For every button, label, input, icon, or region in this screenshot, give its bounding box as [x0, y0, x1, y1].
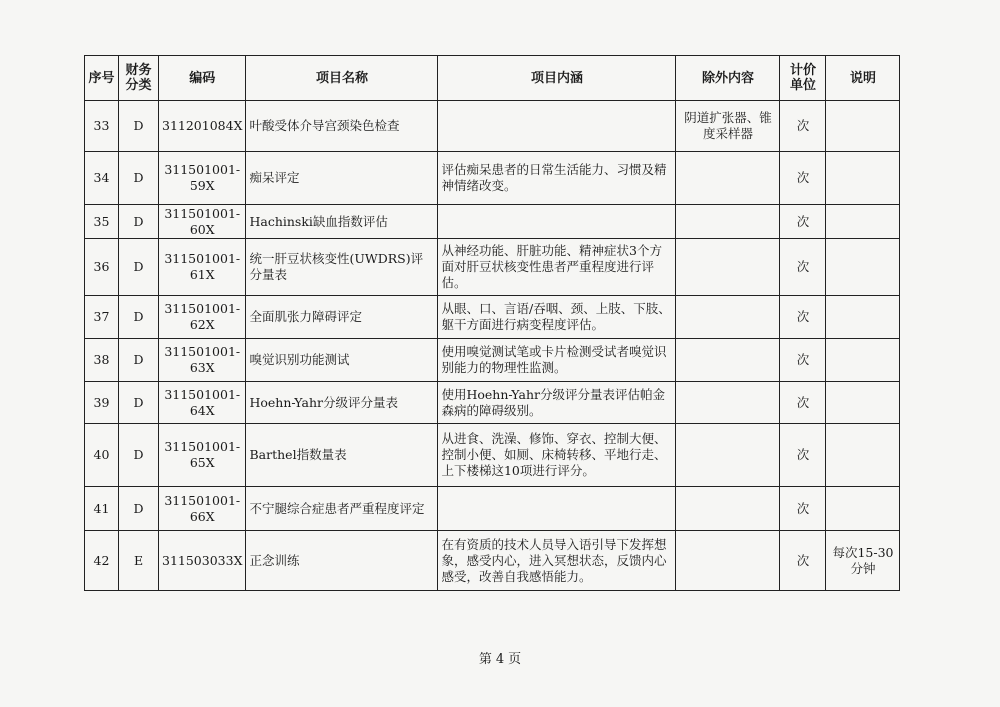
table-row [85, 424, 900, 487]
cell-unit: 次 [780, 296, 826, 339]
cell-finance-category: D [119, 152, 159, 205]
cell-code [159, 101, 246, 152]
cell-exclusions [676, 531, 780, 591]
table-row [85, 152, 900, 205]
header-pricing-unit [780, 56, 826, 101]
cell-item-name: 正念训练 [246, 531, 438, 591]
header-finance-line2: 分类 [125, 78, 152, 93]
cell-finance-category: D [119, 487, 159, 531]
code-line: 63X [189, 360, 215, 375]
page-footer [0, 648, 1000, 667]
cell-finance-category: D [119, 239, 159, 296]
footer-page-number: 4 [495, 652, 505, 667]
cell-note [826, 239, 900, 296]
cell-exclusions [676, 382, 780, 424]
code-line: 60X [189, 221, 215, 237]
fee-items-table [84, 55, 900, 591]
table-row [85, 205, 900, 239]
cell-note [826, 382, 900, 424]
cell-item-name: 不宁腿综合症患者严重程度评定 [246, 487, 438, 531]
cell-note [826, 205, 900, 239]
cell-code [159, 239, 246, 296]
code-line: 311501001- [164, 492, 241, 508]
cell-item-name: Hachinski缺血指数评估 [246, 205, 438, 239]
cell-finance-category: E [119, 531, 159, 591]
cell-note [826, 487, 900, 531]
cell-item-name: Barthel指数量表 [246, 424, 438, 487]
code-line: 311201084X [162, 118, 243, 133]
code-line: 59X [189, 178, 215, 193]
cell-code [159, 382, 246, 424]
cell-unit: 次 [780, 531, 826, 591]
cell-exclusions: 阴道扩张器、锥度采样器 [676, 101, 780, 152]
cell-no: 37 [85, 296, 119, 339]
cell-item-name: 全面肌张力障碍评定 [246, 296, 438, 339]
cell-item-content: 从眼、口、言语/吞咽、颈、上肢、下肢、躯干方面进行病变程度评估。 [438, 296, 676, 339]
table-row [85, 239, 900, 296]
header-finance-category [119, 56, 159, 101]
header-item-content: 项目内涵 [438, 56, 676, 101]
cell-note [826, 296, 900, 339]
cell-item-name: 统一肝豆状核变性(UWDRS)评分量表 [246, 239, 438, 296]
header-unit-line1: 计价 [789, 63, 816, 78]
header-exclusions: 除外内容 [676, 56, 780, 101]
cell-exclusions [676, 339, 780, 382]
code-line: 311501001- [164, 205, 241, 221]
cell-item-content: 使用嗅觉测试笔或卡片检测受试者嗅觉识别能力的物理性监测。 [438, 339, 676, 382]
cell-finance-category: D [119, 424, 159, 487]
cell-code [159, 296, 246, 339]
cell-finance-category: D [119, 339, 159, 382]
table-row [85, 382, 900, 424]
cell-exclusions [676, 424, 780, 487]
cell-exclusions [676, 152, 780, 205]
cell-exclusions [676, 296, 780, 339]
cell-code [159, 487, 246, 531]
header-note: 说明 [826, 56, 900, 101]
cell-item-name: 痴呆评定 [246, 152, 438, 205]
code-line: 61X [189, 267, 215, 282]
cell-no: 39 [85, 382, 119, 424]
table-row [85, 101, 900, 152]
cell-code [159, 339, 246, 382]
table-row [85, 296, 900, 339]
cell-no: 40 [85, 424, 119, 487]
code-line: 311501001- [164, 301, 241, 316]
code-line: 311501001- [164, 386, 241, 402]
cell-unit: 次 [780, 339, 826, 382]
code-line: 311501001- [164, 439, 241, 454]
cell-exclusions [676, 239, 780, 296]
cell-no: 41 [85, 487, 119, 531]
cell-finance-category: D [119, 382, 159, 424]
code-line: 311501001- [164, 344, 241, 359]
header-code: 编码 [159, 56, 246, 101]
code-line: 66X [189, 508, 215, 524]
cell-no: 38 [85, 339, 119, 382]
table-row [85, 487, 900, 531]
cell-unit: 次 [780, 382, 826, 424]
cell-unit: 次 [780, 101, 826, 152]
cell-item-content [438, 205, 676, 239]
code-line: 64X [189, 402, 215, 418]
table-row [85, 339, 900, 382]
code-line: 311503033X [162, 552, 243, 568]
cell-finance-category: D [119, 101, 159, 152]
code-line: 65X [189, 455, 215, 470]
cell-no: 34 [85, 152, 119, 205]
cell-item-content [438, 101, 676, 152]
cell-note [826, 152, 900, 205]
footer-suffix: 页 [508, 652, 522, 667]
header-finance-line1: 财务 [125, 63, 152, 78]
cell-code [159, 205, 246, 239]
cell-item-name: 嗅觉识别功能测试 [246, 339, 438, 382]
table-header-row [85, 56, 900, 101]
cell-note [826, 101, 900, 152]
cell-finance-category: D [119, 296, 159, 339]
code-line: 62X [189, 317, 215, 332]
cell-item-name: 叶酸受体介导宫颈染色检查 [246, 101, 438, 152]
cell-finance-category: D [119, 205, 159, 239]
cell-code [159, 152, 246, 205]
cell-no: 42 [85, 531, 119, 591]
cell-code [159, 531, 246, 591]
cell-unit: 次 [780, 205, 826, 239]
footer-prefix: 第 [478, 652, 492, 667]
cell-unit: 次 [780, 487, 826, 531]
cell-item-content [438, 487, 676, 531]
cell-code [159, 424, 246, 487]
cell-no: 33 [85, 101, 119, 152]
cell-item-content: 评估痴呆患者的日常生活能力、习惯及精神情绪改变。 [438, 152, 676, 205]
code-line: 311501001- [164, 251, 241, 266]
cell-note [826, 424, 900, 487]
table-row [85, 531, 900, 591]
cell-unit: 次 [780, 239, 826, 296]
cell-note [826, 339, 900, 382]
cell-item-content: 从进食、洗澡、修饰、穿衣、控制大便、控制小便、如厕、床椅转移、平地行走、上下楼梯这10项进行评分。 [438, 424, 676, 487]
cell-item-content: 使用Hoehn-Yahr分级评分量表评估帕金森病的障碍级别。 [438, 382, 676, 424]
cell-exclusions [676, 487, 780, 531]
cell-unit: 次 [780, 152, 826, 205]
cell-no: 35 [85, 205, 119, 239]
header-item-name: 项目名称 [246, 56, 438, 101]
cell-item-name: Hoehn-Yahr分级评分量表 [246, 382, 438, 424]
cell-no: 36 [85, 239, 119, 296]
header-no: 序号 [85, 56, 119, 101]
cell-unit: 次 [780, 424, 826, 487]
header-unit-line2: 单位 [789, 78, 816, 93]
cell-item-content: 在有资质的技术人员导入语引导下发挥想象，感受内心，进入冥想状态，反馈内心感受，改善自我感悟能力。 [438, 531, 676, 591]
cell-note: 每次15-30分钟 [826, 531, 900, 591]
code-line: 311501001- [164, 162, 241, 177]
cell-item-content: 从神经功能、肝脏功能、精神症状3个方面对肝豆状核变性患者严重程度进行评估。 [438, 239, 676, 296]
cell-exclusions [676, 205, 780, 239]
